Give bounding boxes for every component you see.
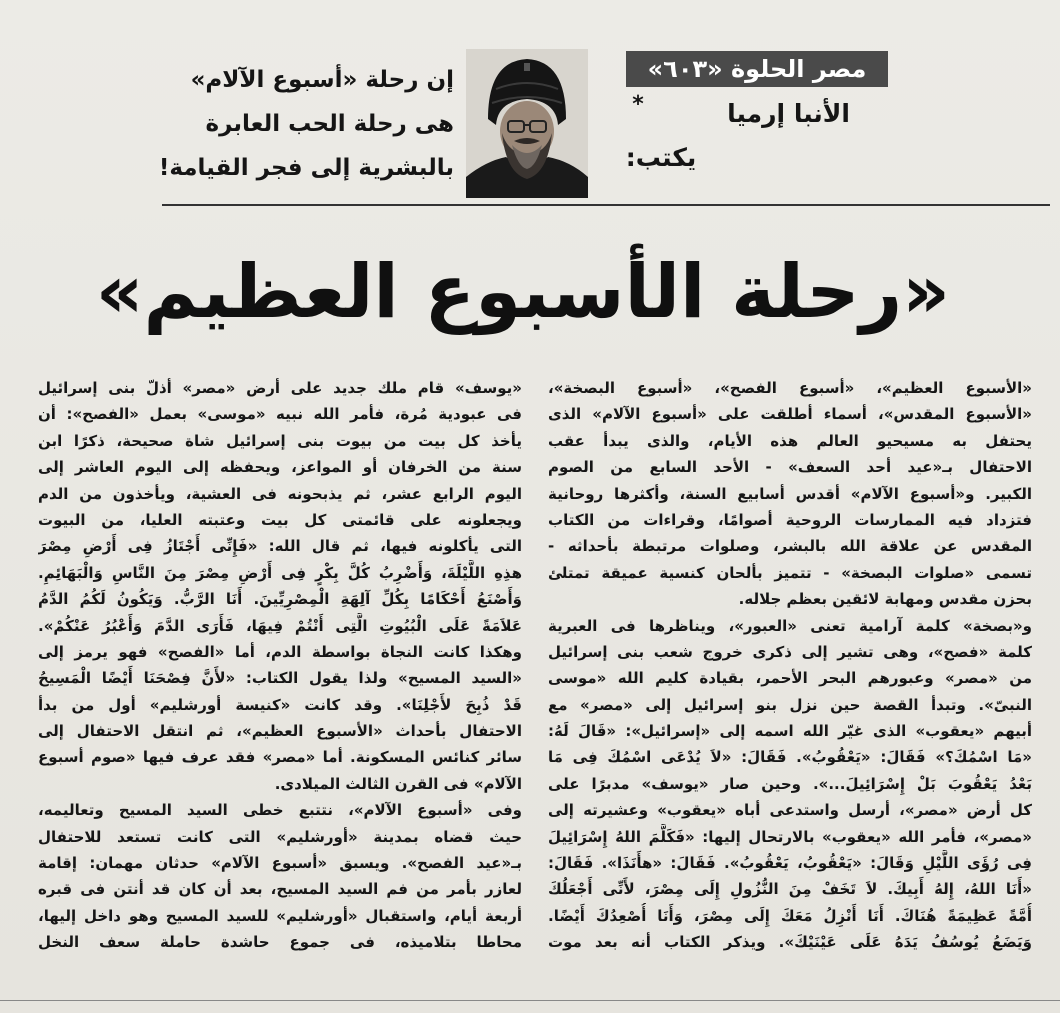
- header-divider: [162, 204, 1050, 206]
- text-line: أربعة أيام، واستقبال «أورشليم» للسيد المسيح وهو داخل إليها،: [38, 906, 522, 925]
- text-line: التى يأكلونه فيها، ثم قال الله: «فَإِنِّى أَجْتَازُ فِى أَرْضِ مِصْرَ: [38, 537, 522, 556]
- text-line: وهكذا كانت النجاة بواسطة الدم، أما «الفصح» فهو يرمز إلى: [38, 642, 522, 661]
- article-column-right: [548, 375, 1032, 956]
- text-line: «الأسبوع العظيم»، «أسبوع الفصح»، «أسبوع البصخة»،: [548, 379, 1032, 397]
- text-line: لعازر بأمر من فم السيد المسيح، بعد أن كان قد أنتن فى قبره: [38, 880, 522, 899]
- text-line: يحتفل به مسيحيو العالم هذه الأيام، والذى يبدأ عقب: [548, 431, 1032, 450]
- text-line: المقدس عن علاقة الله بالبشر، وصلوات مرتبطة بأحداثه -: [548, 537, 1032, 556]
- text-line: تسمى «صلوات البصخة» - تتميز بألحان كنسية عميقة تمتلئ: [548, 563, 1032, 582]
- text-line: الكبير. و«أسبوع الآلام» أقدس أسابيع السنة، وأكثرها روحانية: [548, 484, 1032, 503]
- text-line: فتزداد فيه الممارسات الروحية أصوامًا، وقراءات من الكتاب: [548, 510, 1032, 529]
- article-headline: «رحلة الأسبوع العظيم»: [95, 249, 950, 335]
- text-line: الاحتفال بـ«عيد أحد السعف» - الأحد السابع من الصوم: [548, 458, 1032, 477]
- text-line: وفى «أسبوع الآلام»، نتتبع خطى السيد المسيح وتعاليمه،: [38, 801, 522, 820]
- text-line: «يوسف» قام ملك جديد على أرض «مصر» أذلّ بنى إسرائيل: [38, 379, 522, 397]
- text-line: بـ«عيد الفصح». ويسبق «أسبوع الآلام» حدثان مهمان: إقامة: [38, 854, 522, 873]
- text-line: قَدْ ذُبِحَ لأَجْلِنَا». وقد كانت «كنيسة أورشليم» أول من بدأ: [38, 695, 522, 714]
- text-line: يأخذ كل بيت من بيوت بنى إسرائيل شاة صحيحة، ذكرًا ابن: [38, 431, 522, 450]
- text-line: حيث قضاه بمدينة «أورشليم» التى كانت تستعد للاحتفال: [38, 827, 522, 846]
- text-line: «أَنَا اللهُ، إِلهُ أَبِيكَ. لاَ تَخَفْ مِنَ النُّزُولِ إِلَى مِصْرَ، لأَنِّى أَجْعَلُكَ: [548, 880, 1032, 899]
- text-line: بحزن مقدس ومهابة لائقين بعظم جلاله.: [738, 590, 1032, 609]
- text-line: كل أرض «مصر»، أرسل واستدعى أباه «يعقوب» وعشيرته إلى: [548, 801, 1032, 820]
- text-line: «الأسبوع المقدس»، أسماء أطلقت على «أسبوع الآلام» الذى: [548, 405, 1032, 424]
- text-line: هذِهِ اللَّيْلَةَ، وَأَضْرِبُ كُلَّ بِكْرٍ فِى أَرْضِ مِصْرَ مِنَ النَّاسِ وَالْبَهَائِمِ.: [38, 563, 522, 582]
- text-line: سائر كنائس المسكونة. أما «مصر» فقد عرف فيها «صوم أسبوع: [38, 748, 522, 767]
- text-line: أبيهم «يعقوب» الذى غيّر الله اسمه إلى «إسرائيل»: «قَالَ لَهُ:: [548, 722, 1032, 741]
- text-line: ويجعلونه على قائمتى كل بيت وعتبته العليا، من البيوت: [38, 510, 522, 529]
- author-writes-label: يكتب:: [625, 143, 697, 172]
- text-line: وَيَضَعُ يُوسُفُ يَدَهُ عَلَى عَيْنَيْكَ». ويذكر الكتاب أنه بعد موت: [548, 933, 1032, 952]
- section-banner: مصر الحلوة «٦٠٣»: [626, 51, 888, 87]
- author-footnote-mark: *: [632, 92, 644, 117]
- text-line: الاحتفال بأحداث «الأسبوع العظيم»، ثم انتقل الاحتفال إلى: [38, 722, 522, 741]
- page-bottom-rule: [0, 1000, 1060, 1001]
- text-line: فِى رُؤَى اللَّيْلِ وَقَالَ: «يَعْقُوبُ، يَعْقُوبُ». فَقَالَ: «هأَنَذَا». فَقَالَ:: [548, 854, 1032, 873]
- article-column-left: [38, 375, 522, 956]
- text-line: من «مصر» وعبورهم البحر الأحمر، بقيادة كليم الله «موسى: [548, 669, 1032, 688]
- text-line: بَعْدُ يَعْقُوبَ بَلْ إِسْرَائِيلَ...». وحين صار «يوسف» مدبرًا على: [548, 774, 1032, 793]
- pull-quote-line: إن رحلة «أسبوع الآلام»: [190, 67, 454, 93]
- pull-quote: [158, 58, 454, 190]
- text-line: و«بصخة» كلمة آرامية تعنى «العبور»، ويناظرها فى العبرية: [548, 616, 1032, 635]
- text-line: أُمَّةً عَظِيمَةً هُنَاكَ. أَنَا أَنْزِلُ مَعَكَ إِلَى مِصْرَ، وَأَنَا أُصْعِدُكَ أَيْضًا.: [548, 906, 1032, 925]
- text-line: الآلام» فى القرن الثالث الميلادى.: [274, 774, 522, 793]
- pull-quote-line: بالبشرية إلى فجر القيامة!: [158, 155, 454, 181]
- text-line: اليوم الرابع عشر، ثم يذبحونه فى العشية، ويأخذون من الدم: [38, 484, 522, 503]
- text-line: وَأَصْنَعُ أَحْكَامًا بِكُلِّ آلِهَةِ الْمِصْرِيِّينَ. أَنَا الرَّبُّ. وَيَكُونُ لَكُمُ الدَّمُ: [38, 590, 522, 609]
- author-name: الأنبا إرميا: [727, 99, 850, 128]
- text-line: النبىّ». وتبدأ القصة حين نزل بنو إسرائيل إلى «مصر» مع: [548, 695, 1032, 714]
- text-line: فى عبودية مُرة، فأمر الله نبيه «موسى» بعمل «الفصح»: أن: [38, 405, 522, 424]
- text-line: سنة من الخرفان أو المواعز، ويحفظه إلى اليوم العاشر إلى: [38, 458, 522, 477]
- text-line: «مَا اسْمُكَ؟» فَقَالَ: «يَعْقُوبُ». فَقَالَ: «لاَ يُدْعَى اسْمُكَ فِى مَا: [548, 748, 1032, 767]
- text-line: «السيد المسيح» ولذا يقول الكتاب: «لأَنَّ فِصْحَنَا أَيْضًا الْمَسِيحُ: [38, 669, 522, 688]
- text-line: كلمة «فصح»، وهى تشير إلى ذكرى خروج شعب بنى إسرائيل: [548, 642, 1032, 661]
- author-portrait: [466, 49, 588, 198]
- text-line: عَلاَمَةً عَلَى الْبُيُوتِ الَّتِى أَنْتُمْ فِيهَا، فَأَرَى الدَّمَ وَأَعْبُرُ عَنْكُمْ».: [38, 616, 522, 635]
- text-line: محاطا بتلاميذه، فى جموع حاشدة حاملة سعف النخل: [38, 933, 522, 952]
- text-line: «مصر»، فأمر الله «يعقوب» بالارتحال إليها: «فَكَلَّمَ اللهُ إِسْرَائِيلَ: [548, 827, 1032, 846]
- pull-quote-line: هى رحلة الحب العابرة: [205, 111, 454, 137]
- bleed-through-text: [867, 40, 1052, 62]
